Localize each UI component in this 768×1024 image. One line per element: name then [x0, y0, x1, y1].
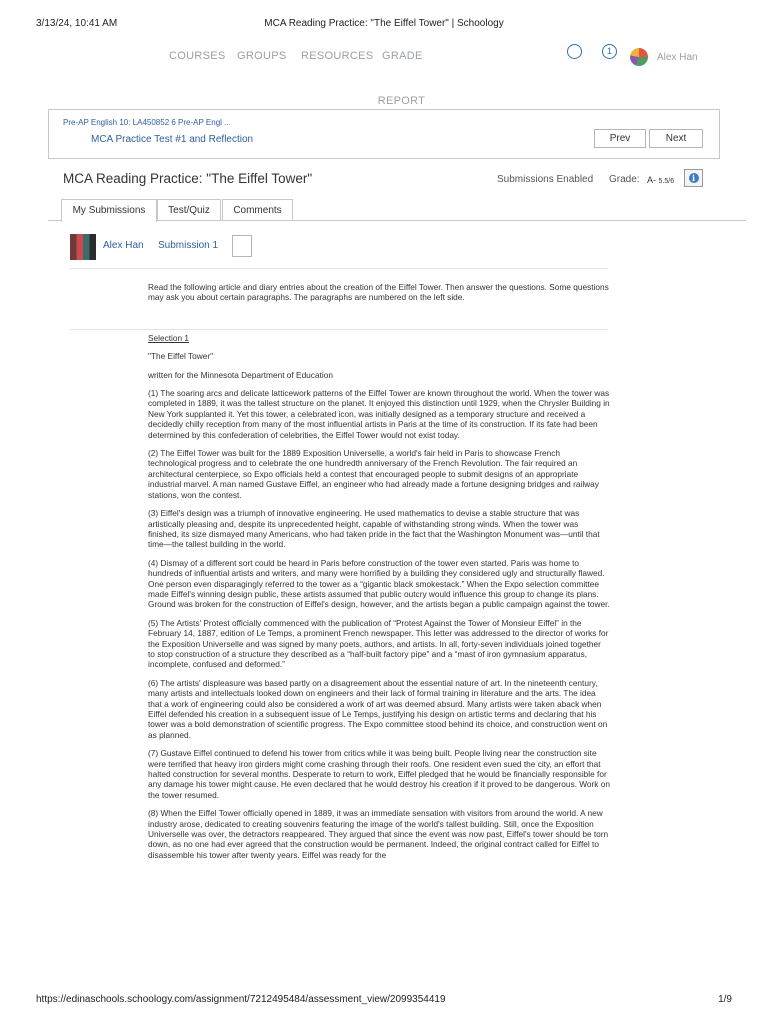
paragraph: (2) The Eiffel Tower was built for the 1889 Exposition Universelle, a world's fair held in Paris to showcase French technological progress and to celebrate the one hundredth anniversary of the French Revolution. The fair required an architectural centerpiece, so Expo officials held a contest that encouraged people to submit designs of an appropriate industrial marvel. A man named Gustave Eiffel, an engineer who had already made a fortune designing bridges and railway stations, won the contest. — [148, 448, 599, 500]
page-title: MCA Reading Practice: "The Eiffel Tower" — [63, 171, 313, 186]
print-page-title: MCA Reading Practice: "The Eiffel Tower" | Schoology — [264, 18, 504, 29]
paragraph: (6) The artists' displeasure was based partly on a disagreement about the essential nature of art. In the nineteenth century, many artists and intellectuals looked down on engineers and their lack of formal training in literature and the arts. The idea that a work of engineering could also be considered a work of art was deemed absurd. Many artists were taken aback when Eiffel defended his creation in a subsequent issue of Le Temps, justifying his design on artistic terms and declaring that his tower was a bold demonstration of scientific progress. The Expo committee stood behind its choice, and construction went on as planned. — [148, 677, 608, 740]
paragraph: (8) When the Eiffel Tower officially opened in 1889, it was an immediate sensation with visitors from around the world. A new industry arose, dedicated to creating souvenirs featuring the image of the world's tallest building. Still, once the Exposition Universelle was over, the detractors reappeared. They argued that since the event was now past, Eiffel's tower should be torn down, as no one had ever agreed that the construction would be permanent. Indeed, the original contract called for Eiffel to disassemble his tower after twenty years. Eiffel was ready for the — [148, 808, 609, 860]
intro-text: Read the following article and diary entries about the creation of the Eiffel Tower. Then answer the questions. Some questions may ask you about certain paragraphs. The paragraphs are numbered on the left side. — [148, 282, 609, 303]
nav-groups[interactable]: GROUPS — [237, 50, 287, 62]
print-footer — [36, 994, 732, 1008]
grade-value — [647, 175, 674, 185]
grade-info-button[interactable] — [684, 169, 703, 187]
print-datetime: 3/13/24, 10:41 AM — [36, 18, 118, 29]
folder-link[interactable]: MCA Practice Test #1 and Reflection — [91, 134, 254, 145]
paragraph: (5) The Artists' Protest officially commenced with the publication of “Protest Against the Tower of Monsieur Eiffel” in the February 14, 1887, edition of Le Temps, a prominent French newspaper. This letter was addressed to the director of works for the Exposition Universelle and was signed by many poets, authors, and artists. In all, forty-seven individuals joined together to stop construction of a structure they described as a “half-built factory pipe” and a “mast of iron gymnasium apparatus, incomplete, confused and deformed.” — [148, 617, 609, 670]
paragraph: (7) Gustave Eiffel continued to defend his tower from critics while it was being built. People living near the construction site were terrified that heavy iron girders might come crashing through their roofs. One resident even sued the city, an effort that halted construction for several months. Desperate to return to work, Eiffel pledged that he would be financially responsible for any damage his tower might cause. He even declared that he would destroy his creation if it proved to be dangerous. Work on the tower resumed. — [148, 748, 610, 800]
divider — [70, 268, 608, 269]
nav-resources[interactable]: RESOURCES — [301, 50, 374, 62]
nav-grade[interactable]: GRADE — [382, 50, 423, 62]
course-breadcrumb[interactable]: Pre-AP English 10: LA450852 6 Pre-AP Engl ... — [63, 118, 231, 127]
submissions-status: Submissions Enabled — [497, 174, 594, 185]
print-page-number: 1/9 — [718, 994, 732, 1005]
nav-report[interactable]: REPORT — [377, 95, 426, 107]
article-byline: written for the Minnesota Department of Education — [148, 369, 333, 380]
user-avatar[interactable] — [630, 48, 648, 66]
nav-courses[interactable]: COURSES — [169, 50, 226, 62]
course-header — [48, 109, 720, 159]
print-header — [36, 18, 732, 32]
info-icon: i — [689, 173, 699, 183]
prev-button[interactable]: Prev — [594, 129, 646, 148]
submission-selector[interactable] — [232, 235, 252, 257]
tab-comments[interactable]: Comments — [222, 199, 293, 221]
paragraph: (1) The soaring arcs and delicate latticework patterns of the Eiffel Tower are known throughout the world. When the tower was completed in 1889, it was the tallest structure on the planet. It enjoyed this distinction until 1929, when the Chrysler Building in New York supplanted it. Yet this tower, a celebrated icon, was initially designed as a temporary structure and received a decidedly chilly reception from many of the most influential artists in Paris at the time of its construction. If its fate had been determined by this confederation of celebrities, the Eiffel Tower would not exist today. — [148, 388, 610, 440]
grade-score: 5.5/6 — [658, 178, 675, 185]
apps-circle-icon[interactable] — [567, 44, 582, 59]
grade-label: Grade: — [609, 174, 640, 185]
submission-avatar — [70, 234, 96, 260]
print-url: https://edinaschools.schoology.com/assignment/7212495484/assessment_view/2099354419 — [36, 994, 446, 1005]
submission-label[interactable]: Submission 1 — [158, 240, 219, 251]
top-nav — [0, 50, 768, 70]
next-button[interactable]: Next — [649, 129, 703, 148]
reading-content — [148, 282, 610, 868]
article-title: "The Eiffel Tower" — [148, 351, 214, 362]
notification-icon[interactable]: 1 — [602, 44, 617, 59]
paragraph: (3) Eiffel's design was a triumph of innovative engineering. He used mathematics to devise a stable structure that was artistically pleasing and, despite its unprecedented height, capable of withstanding strong winds. When the tower was finished, its size dismayed many Americans, who had taken pride in the fact that the Washington Monument was—until that time—the tallest building in the world. — [148, 508, 600, 550]
grade-letter: A- — [647, 175, 656, 185]
tab-test-quiz[interactable]: Test/Quiz — [157, 199, 221, 221]
submission-user[interactable]: Alex Han — [103, 240, 144, 251]
paragraph: (4) Dismay of a different sort could be heard in Paris before construction of the tower even started. Paris was home to hundreds of influential artists and writers, and many were horrified by a building they considered ugly and structurally flawed. One person even disparagingly referred to the tower as a “gigantic black smokestack.” When the Expo selection committee made Eiffel's winning design public, these artists assumed that public outcry would influence this group to change its plans. Ground was broken for the construction of Eiffel's design, however, and the artists began a public campaign against the tower. — [148, 557, 610, 610]
user-name[interactable]: Alex Han — [657, 52, 698, 63]
tab-my-submissions[interactable]: My Submissions — [61, 199, 157, 222]
selection-heading: Selection 1 — [148, 332, 190, 343]
